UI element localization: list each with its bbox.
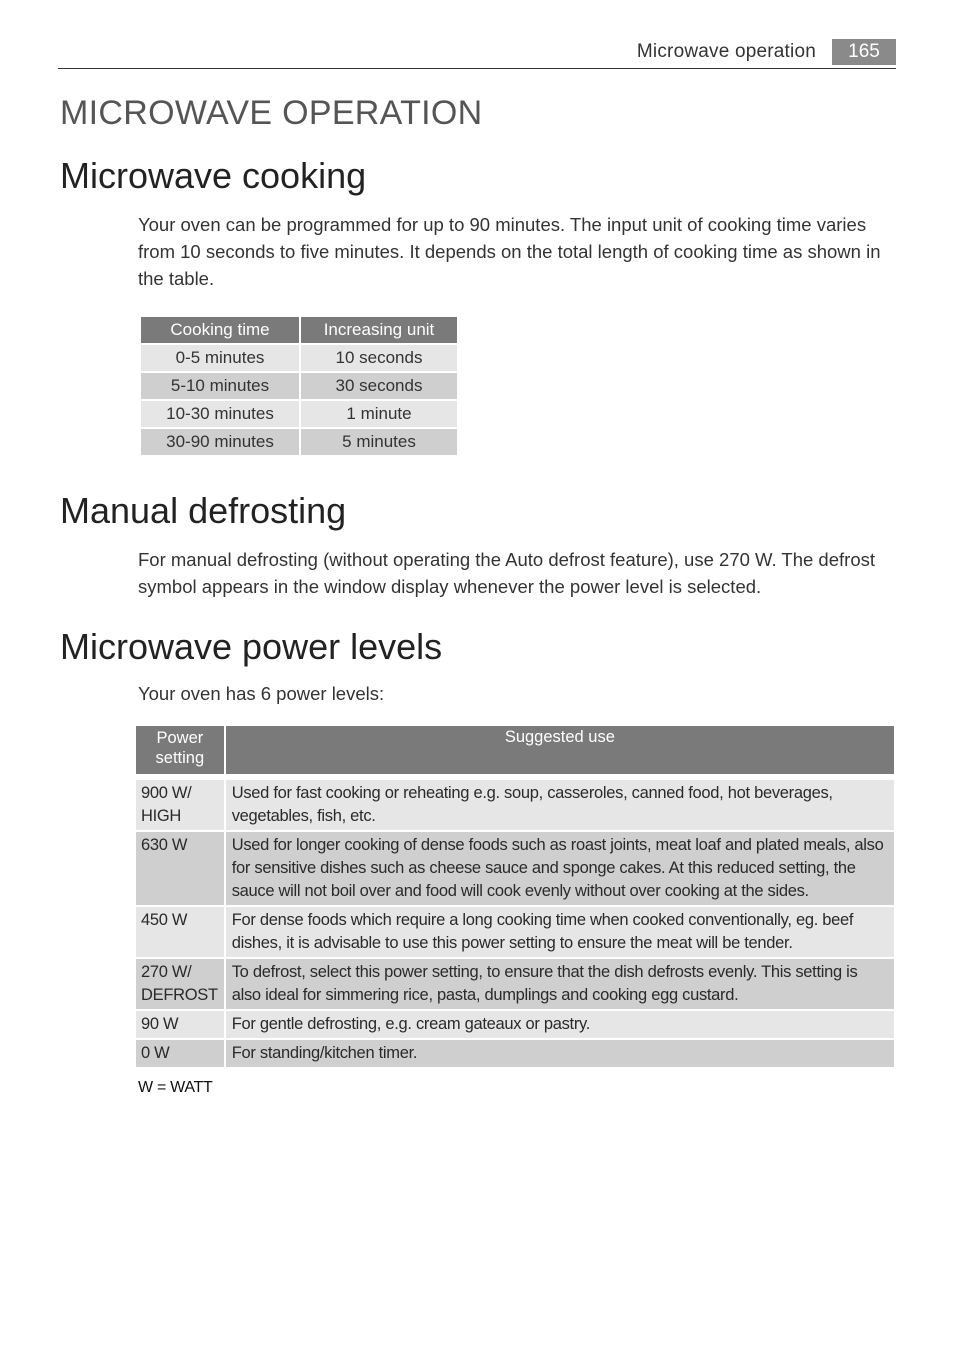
column-header: Increasing unit (301, 317, 457, 343)
column-header: Cooking time (141, 317, 299, 343)
cooking-time-table (139, 315, 459, 457)
table-row (136, 959, 894, 1009)
running-head (637, 38, 896, 66)
power-setting-cell: 0 W (136, 1040, 224, 1067)
page-number: 165 (832, 39, 896, 65)
table-cell: 1 minute (301, 401, 457, 427)
header-rule (58, 68, 896, 69)
table-cell: 10 seconds (301, 345, 457, 371)
suggested-use-cell: Used for longer cooking of dense foods such as roast joints, meat loaf and plated meals, also for sensitive dishes such as cheese sauce and sponge cakes. At this reduced setting, the sauce will not boil over and food will cook evenly without over cooking at the sides. (226, 832, 894, 905)
table-header-row (141, 317, 457, 343)
table-row (141, 345, 457, 371)
table-row (136, 907, 894, 957)
table-cell: 30-90 minutes (141, 429, 299, 455)
column-header: Power setting (136, 726, 224, 774)
table-row (141, 429, 457, 455)
heading-power-levels: Microwave power levels (60, 626, 443, 667)
power-intro: Your oven has 6 power levels: (138, 683, 385, 704)
table-cell: 10-30 minutes (141, 401, 299, 427)
suggested-use-cell: Used for fast cooking or reheating e.g. soup, casseroles, canned food, hot beverages, vegetables, fish, etc. (226, 780, 894, 830)
chapter-title: MICROWAVE OPERATION (60, 94, 483, 132)
heading-manual-defrosting: Manual defrosting (60, 490, 347, 531)
suggested-use-cell: For gentle defrosting, e.g. cream gateaux or pastry. (226, 1011, 894, 1038)
table-header-row (136, 726, 894, 774)
spacer-row (136, 776, 894, 778)
power-setting-cell: 270 W/ DEFROST (136, 959, 224, 1009)
table-row (136, 780, 894, 830)
table-row (141, 401, 457, 427)
unit-note: W = WATT (138, 1079, 213, 1096)
power-setting-cell: 630 W (136, 832, 224, 905)
table-cell: 30 seconds (301, 373, 457, 399)
table-row (136, 1011, 894, 1038)
table-row (136, 1040, 894, 1067)
defrost-paragraph: For manual defrosting (without operating the Auto defrost feature), use 270 W. The defrost symbol appears in the window display whenever the power level is selected. (138, 549, 875, 597)
cooking-paragraph: Your oven can be programmed for up to 90 minutes. The input unit of cooking time varies from 10 seconds to five minutes. It depends on the total length of cooking time as shown in the table. (138, 214, 881, 289)
table-cell: 5 minutes (301, 429, 457, 455)
power-levels-table (134, 724, 896, 1069)
table-row (136, 832, 894, 905)
running-head-title: Microwave operation (636, 41, 816, 62)
table-cell: 0-5 minutes (141, 345, 299, 371)
suggested-use-cell: For standing/kitchen timer. (226, 1040, 894, 1067)
suggested-use-cell: To defrost, select this power setting, to ensure that the dish defrosts evenly. This setting is also ideal for simmering rice, pasta, dumplings and cooking egg custard. (226, 959, 894, 1009)
table-cell: 5-10 minutes (141, 373, 299, 399)
power-setting-cell: 450 W (136, 907, 224, 957)
table-row (141, 373, 457, 399)
column-header: Suggested use (226, 726, 894, 774)
power-setting-cell: 90 W (136, 1011, 224, 1038)
heading-microwave-cooking: Microwave cooking (60, 155, 367, 196)
suggested-use-cell: For dense foods which require a long cooking time when cooked conventionally, eg. beef dishes, it is advisable to use this power setting to ensure the meat will be tender. (226, 907, 894, 957)
power-setting-cell: 900 W/ HIGH (136, 780, 224, 830)
